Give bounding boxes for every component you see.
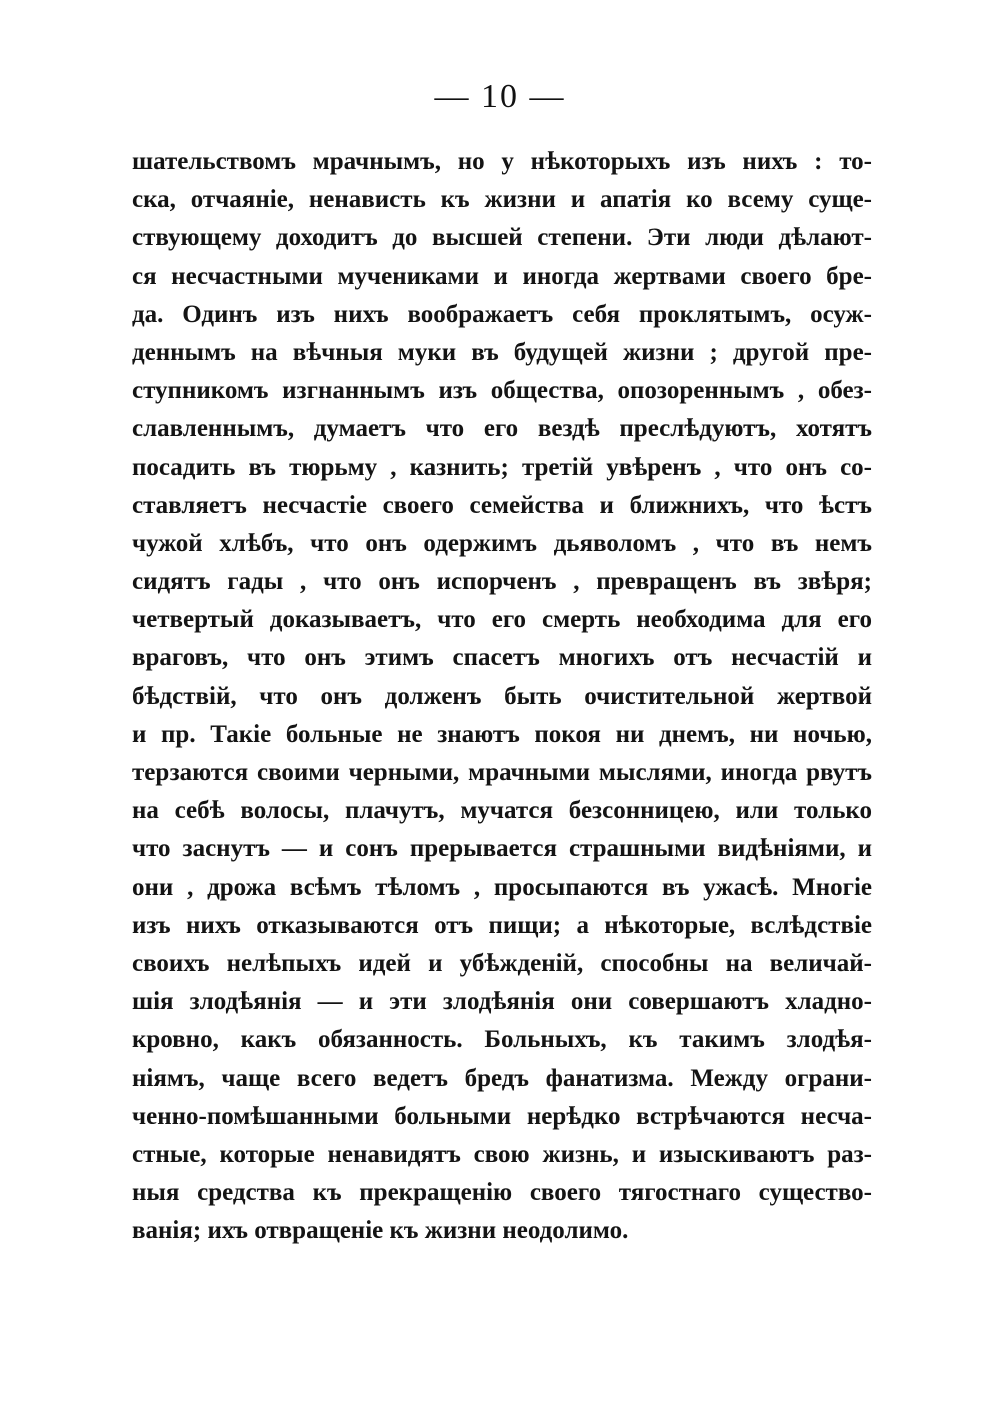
page-number: — 10 — [434, 78, 566, 115]
text-line: посадить въ тюрьму , казнить; третій увѣренъ , что онъ со- [132, 453, 872, 481]
text-line: враговъ, что онъ этимъ спасетъ многихъ отъ несчастій и [132, 644, 872, 672]
text-line: ставляетъ несчастіе своего семейства и ближнихъ, что ѣстъ [132, 491, 872, 519]
text-line: да. Одинъ изъ нихъ воображаетъ себя проклятымъ, осуж- [132, 300, 872, 328]
text-line: на себѣ волосы, плачутъ, мучатся безсонницею, или только [132, 797, 872, 825]
text-line: ныя средства къ прекращенію своего тягостнаго существо- [132, 1179, 872, 1207]
text-line: что заснутъ — и сонъ прерывается страшными видѣніями, и [132, 835, 872, 863]
text-line: чужой хлѣбъ, что онъ одержимъ дьяволомъ , что въ немъ [132, 529, 872, 557]
text-line: деннымъ на вѣчныя муки въ будущей жизни ; другой пре- [132, 338, 872, 366]
text-line: изъ нихъ отказываются отъ пищи; а нѣкоторые, вслѣдствіе [132, 911, 872, 939]
body-text [132, 143, 872, 1250]
text-line: славленнымъ, думаетъ что его вездѣ преслѣдуютъ, хотятъ [132, 415, 872, 443]
text-line: ступникомъ изгнаннымъ изъ общества, опозореннымъ , обез- [132, 377, 872, 405]
text-line: бѣдствій, что онъ долженъ быть очистительной жертвой [132, 682, 872, 710]
text-line: ска, отчаяніе, ненависть къ жизни и апатія ко всему суще- [132, 186, 872, 214]
text-line: и пр. Такіе больные не знаютъ покоя ни днемъ, ни ночью, [132, 720, 872, 748]
text-line: стные, которые ненавидятъ свою жизнь, и изыскиваютъ раз- [132, 1140, 872, 1168]
text-line: они , дрожа всѣмъ тѣломъ , просыпаются въ ужасѣ. Многіе [132, 873, 872, 901]
text-line: сидятъ гады , что онъ испорченъ , превращенъ въ звѣря; [132, 568, 872, 596]
text-line: ченно-помѣшанными больными нерѣдко встрѣчаются несча- [132, 1102, 872, 1130]
text-line: терзаются своими черными, мрачными мыслями, иногда рвутъ [132, 759, 872, 786]
text-line-last: ванія; ихъ отвращеніе къ жизни неодолимо. [132, 1217, 629, 1245]
text-line: четвертый доказываетъ, что его смерть необходима для его [132, 606, 872, 634]
text-line: ствующему доходитъ до высшей степени. Эти люди дѣлают- [132, 224, 872, 252]
text-line: шательствомъ мрачнымъ, но у нѣкоторыхъ изъ нихъ : то- [132, 148, 872, 175]
text-line: ніямъ, чаще всего ведетъ бредъ фанатизма. Между ограни- [132, 1064, 872, 1092]
text-line: своихъ нелѣпыхъ идей и убѣжденій, способны на величай- [132, 949, 872, 977]
text-line: кровно, какъ обязанность. Больныхъ, къ такимъ злодѣя- [132, 1026, 872, 1054]
text-line: шія злодѣянія — и эти злодѣянія они совершаютъ хладно- [132, 988, 872, 1016]
text-line: ся несчастными мучениками и иногда жертвами своего бре- [132, 262, 872, 290]
